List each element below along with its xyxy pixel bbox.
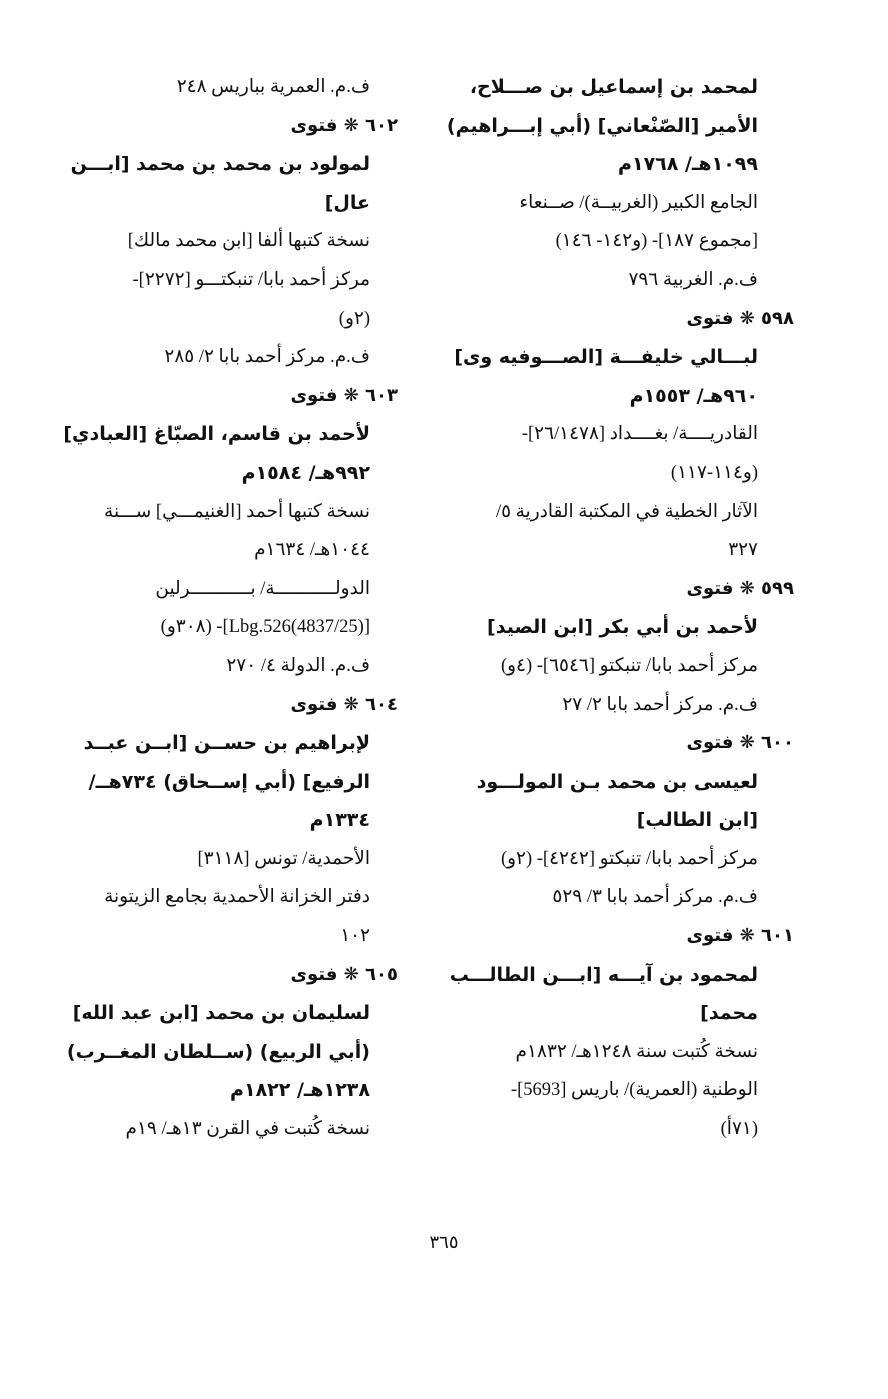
- entry-author-line: الرفيع] (أبي إســحاق) ٧٣٤هــ/: [88, 770, 370, 793]
- entry-author-line: ٩٦٠هـ/ ١٥٥٣م: [629, 384, 758, 407]
- entry-author-line: محمد]: [700, 1002, 758, 1025]
- entry-detail-line: الجامع الكبير (الغربيــة)/ صــنعاء: [519, 192, 758, 213]
- entry-author-line: عال]: [324, 191, 370, 214]
- entry-detail-line: ١٠٤٤هـ/ ١٦٣٤م: [254, 540, 370, 561]
- entry-detail-line: الأحمدية/ تونس [٣١١٨]: [197, 848, 370, 869]
- entry-number-heading: ٦٠٣ ❋ فتوى: [290, 384, 398, 406]
- entry-detail-line: ف.م. العمرية بباريس ٢٤٨: [176, 77, 370, 97]
- entry-author-line: [ابن الطالب]: [636, 809, 758, 832]
- entry-author-line: لإبراهيم بن حســن [ابــن عبــد: [83, 732, 370, 755]
- entry-detail-line: ف.م. الغربية ٧٩٦: [628, 269, 758, 290]
- entry-detail-line: [مجموع ١٨٧]- (و١٤٢- ١٤٦): [555, 231, 758, 252]
- entry-author-line: لمحمد بن إسماعيل بن صـــلاح،: [469, 76, 758, 98]
- entry-detail-line: دفتر الخزانة الأحمدية بجامع الزيتونة: [104, 887, 370, 908]
- entry-author-line: ١٢٣٨هـ/ ١٨٢٢م: [230, 1079, 370, 1102]
- entry-detail-line: القادريــــة/ بغــــداد [٢٦/١٤٧٨]-: [521, 424, 758, 445]
- entry-author-line: لبـــالي خليفـــة [الصـــوفيه وى]: [454, 346, 758, 369]
- right-column: [418, 68, 794, 1149]
- entry-detail-line: مركز أحمد بابا/ تنبكتو [٤٢٤٢]- (٢و): [500, 848, 758, 869]
- entry-number-heading: ٥٩٨ ❋ فتوى: [686, 307, 794, 329]
- entry-number-heading: ٦٠٥ ❋ فتوى: [290, 963, 398, 985]
- entry-author-line: الأمير [الصّنْعاني] (أبي إبـــراهيم): [446, 114, 758, 137]
- entry-number-heading: ٦٠١ ❋ فتوى: [686, 925, 794, 947]
- entry-author-line: لأحمد بن أبي بكر [ابن الصيد]: [487, 616, 758, 639]
- entry-number-heading: ٦٠٤ ❋ فتوى: [290, 693, 398, 715]
- entry-author-line: لأحمد بن قاسم، الصبّاغ [العبادي]: [63, 423, 370, 446]
- entry-detail-line: ف.م. مركز أحمد بابا ٢/ ٢٨٥: [164, 347, 370, 368]
- entry-author-line: ١٣٣٤م: [309, 809, 370, 832]
- entry-detail-line: الآثار الخطية في المكتبة القادرية ٥/: [495, 501, 758, 522]
- entry-number-heading: ٦٠٠ ❋ فتوى: [686, 732, 794, 754]
- entry-detail-line: ف.م. الدولة ٤/ ٢٧٠: [226, 655, 370, 676]
- entry-number-heading: ٥٩٩ ❋ فتوى: [686, 577, 794, 599]
- entry-detail-line: ٣٢٧: [728, 540, 758, 561]
- entry-detail-line: مركز أحمد بابا/ تنبكتو [٦٥٤٦]- (٤و): [500, 655, 758, 676]
- entry-detail-line: نسخة كتبها ألفا [ابن محمد مالك]: [127, 231, 370, 252]
- entry-detail-line: نسخة كُتبت سنة ١٢٤٨هـ/ ١٨٣٢م: [515, 1041, 758, 1062]
- entry-number-heading: ٦٠٢ ❋ فتوى: [290, 114, 398, 136]
- entry-author-line: لمولود بن محمد بن محمد [ابـــن: [70, 153, 370, 176]
- entry-author-line: لعيسى بن محمد بـن المولـــود: [476, 770, 758, 793]
- entry-detail-line: نسخة كتبها أحمد [الغنيمـــي] ســـنة: [104, 501, 370, 522]
- entry-author-line: ٩٩٢هـ/ ١٥٨٤م: [241, 461, 370, 484]
- entry-detail-line: (٧١أ): [720, 1119, 758, 1140]
- entry-author-line: لمحمود بن آيـــه [ابـــن الطالـــب: [449, 963, 758, 986]
- entry-detail-line: (٢و): [338, 308, 370, 329]
- entry-detail-line: الوطنية (العمرية)/ باريس [5693]-: [510, 1080, 758, 1101]
- left-column: [63, 68, 398, 1149]
- entry-detail-line: نسخة كُتبت في القرن ١٣هـ/ ١٩م: [125, 1119, 370, 1140]
- entry-detail-line: ف.م. مركز أحمد بابا ٣/ ٥٢٩: [552, 887, 758, 908]
- entry-detail-line: (و١١٤-١١٧): [670, 462, 758, 483]
- entry-detail-line: مركز أحمد بابا/ تنبكتـــو [٢٢٧٢]-: [132, 269, 370, 290]
- entry-detail-line: ف.م. مركز أحمد بابا ٢/ ٢٧: [562, 694, 758, 715]
- page-number: ٣٦٥: [429, 1232, 459, 1252]
- entry-author-line: (أبي الربيع) (ســلطان المغــرب): [66, 1040, 370, 1063]
- entry-detail-line: [Lbg.526(4837/25)]- (٣٠٨و): [160, 617, 370, 638]
- entry-author-line: ١٠٩٩هـ/ ١٧٦٨م: [618, 153, 758, 176]
- entry-author-line: لسليمان بن محمد [ابن عبد الله]: [72, 1002, 370, 1025]
- entry-detail-line: ١٠٢: [340, 926, 370, 947]
- entry-detail-line: الدولـــــــــــة/ بـــــــــــرلين: [155, 578, 370, 599]
